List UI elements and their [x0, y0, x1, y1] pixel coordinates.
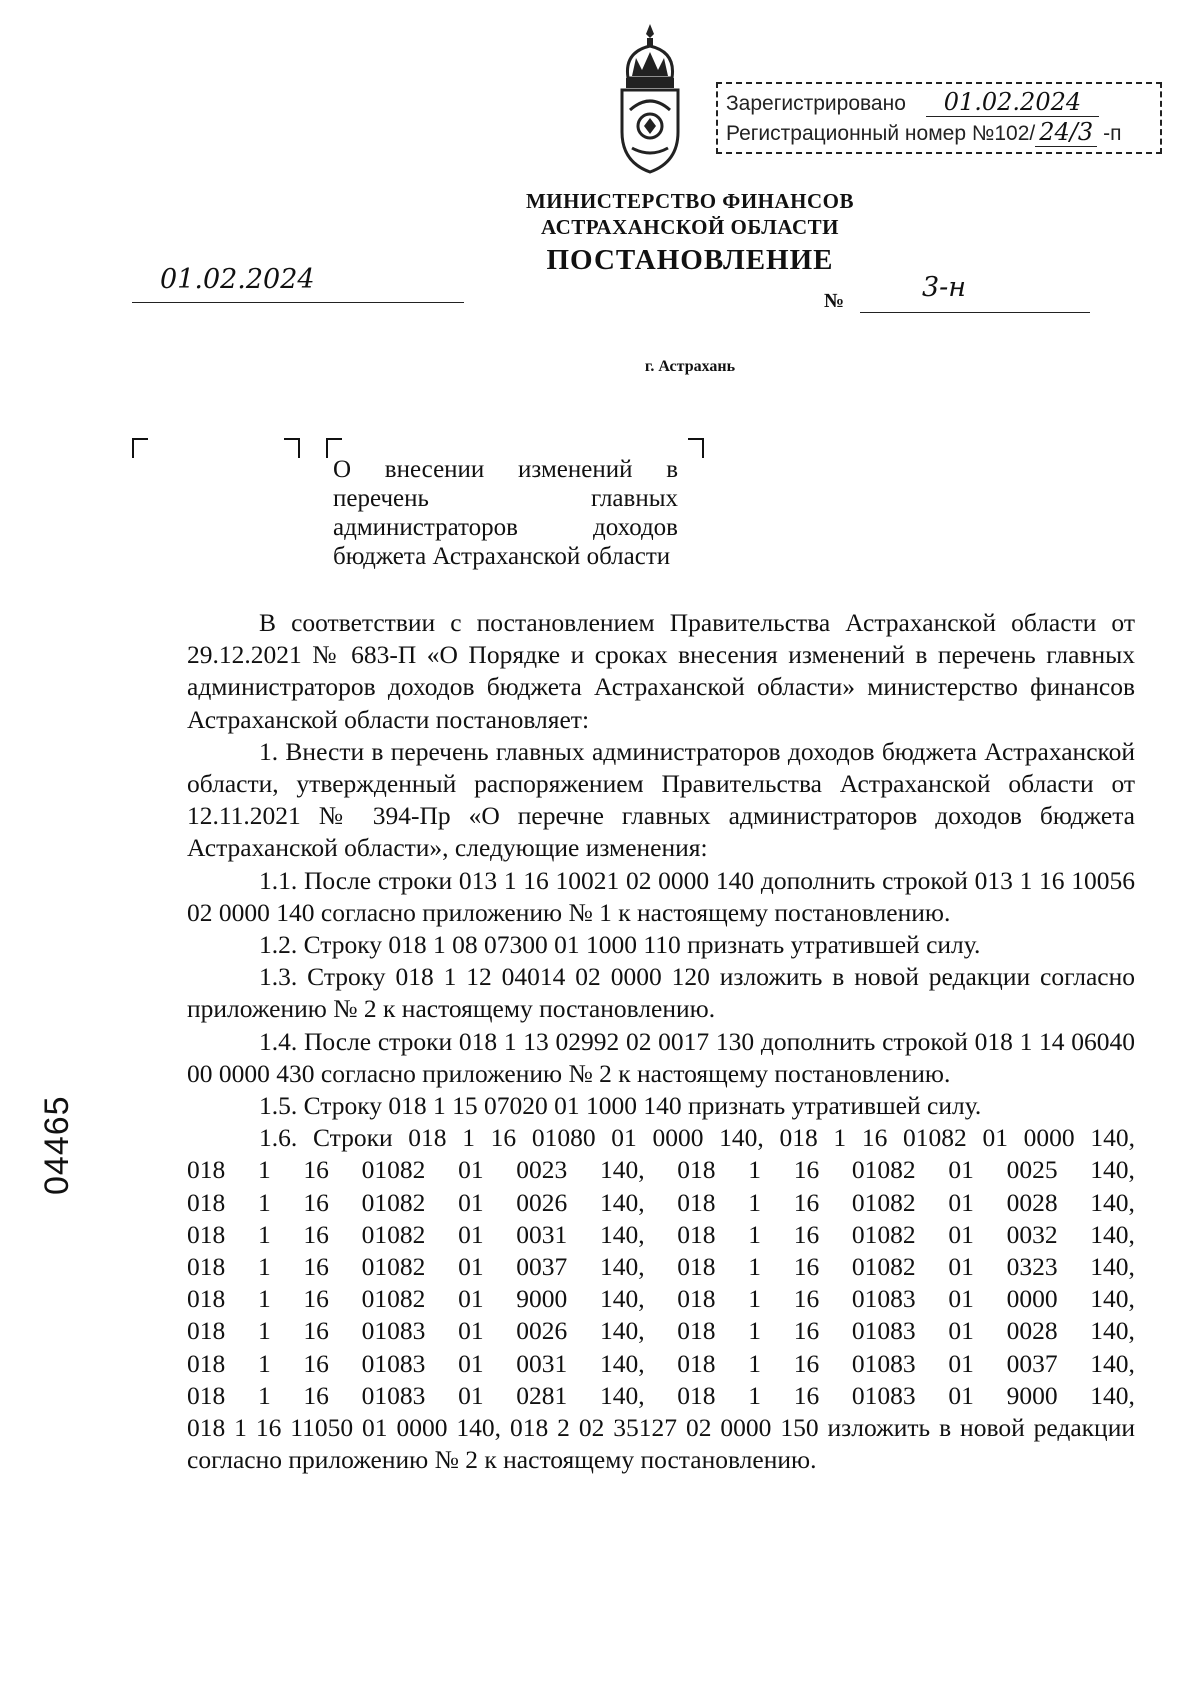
- code-token: 1: [748, 1284, 761, 1314]
- code-token: 0031: [516, 1348, 568, 1378]
- code-token: 140,: [599, 1380, 645, 1410]
- code-token: 16: [793, 1316, 820, 1346]
- code-token: 01: [458, 1380, 484, 1410]
- code-token: 140,: [1090, 1155, 1135, 1185]
- code-token: 01082: [361, 1187, 426, 1217]
- code-token: 01: [458, 1219, 484, 1249]
- code-token: 01082: [851, 1219, 916, 1249]
- code-token: 01082: [361, 1252, 426, 1282]
- stamp-number-label: Регистрационный номер №102/: [726, 122, 1036, 145]
- stamp-number-suffix: -п: [1103, 122, 1122, 145]
- code-token: 0025: [1006, 1155, 1058, 1185]
- code-token: 16: [303, 1348, 329, 1378]
- code-token: 01082: [851, 1155, 916, 1185]
- item-1-6-start: 1.6. Строки 018 1 16 01080 01 0000 140, 018 1 16 01082 01 0000 140,: [259, 1123, 1135, 1153]
- ministry-line-2: АСТРАХАНСКОЙ ОБЛАСТИ: [540, 215, 840, 239]
- stamp-registered-label: Зарегистрировано: [726, 92, 906, 115]
- coat-of-arms-emblem: [610, 22, 690, 182]
- code-token: 16: [793, 1187, 820, 1217]
- code-token: 01: [458, 1284, 484, 1314]
- code-token: 018: [677, 1380, 716, 1410]
- code-token: 140,: [599, 1155, 645, 1185]
- code-token: 018: [187, 1348, 226, 1378]
- code-token: 01083: [851, 1316, 916, 1346]
- code-token: 01: [948, 1252, 974, 1282]
- code-token: 0028: [1006, 1187, 1058, 1217]
- code-token: 01083: [361, 1380, 426, 1410]
- code-token: 018: [187, 1284, 226, 1314]
- code-token: 01082: [361, 1219, 426, 1249]
- item-1-2: 1.2. Строку 018 1 08 07300 01 1000 110 признать утратившей силу.: [259, 930, 981, 960]
- handwritten-number: 3-н: [922, 272, 967, 303]
- code-token: 0323: [1006, 1252, 1058, 1282]
- code-token: 01: [458, 1348, 484, 1378]
- code-token: 018: [187, 1187, 226, 1217]
- code-token: 140,: [1090, 1252, 1135, 1282]
- code-token: 140,: [599, 1284, 645, 1314]
- code-token: 0000: [1006, 1284, 1058, 1314]
- code-token: 01082: [361, 1284, 426, 1314]
- date-underline: [132, 302, 464, 303]
- code-token: 01083: [361, 1348, 426, 1378]
- code-token: 140,: [1090, 1219, 1135, 1249]
- code-token: 018: [187, 1155, 226, 1185]
- code-token: 9000: [1006, 1380, 1058, 1410]
- code-token: 1: [257, 1284, 271, 1314]
- code-token: 16: [793, 1284, 820, 1314]
- stamp-line-number: [726, 118, 1152, 148]
- preamble: В соответствии с постановлением Правительства Астраханской области от 29.12.2021 № 683-П «О Порядке и сроках внесения изменений в перечень главных администраторов доходов бюджета Астраханской области» министерство финансов Астраханской области постановляет:: [187, 608, 1135, 734]
- code-token: 16: [793, 1252, 820, 1282]
- code-token: 1: [748, 1380, 761, 1410]
- code-token: 140,: [1090, 1380, 1135, 1410]
- code-token: 140,: [1090, 1348, 1135, 1378]
- code-token: 140,: [1090, 1284, 1135, 1314]
- item-1-5: 1.5. Строку 018 1 15 07020 01 1000 140 признать утратившей силу.: [259, 1091, 982, 1121]
- code-token: 1: [748, 1348, 761, 1378]
- code-token: 1: [257, 1155, 271, 1185]
- item-1-6-code-list: [187, 1154, 1135, 1412]
- number-sign: №: [824, 290, 845, 312]
- code-token: 01: [458, 1316, 484, 1346]
- ministry-name: [380, 188, 1000, 240]
- code-token: 01083: [851, 1348, 916, 1378]
- code-token: 16: [303, 1284, 329, 1314]
- stamp-registered-date: 01.02.2024: [926, 88, 1099, 117]
- stamp-line-registered: [726, 88, 1152, 118]
- code-token: 01: [948, 1316, 974, 1346]
- code-token: 1: [257, 1348, 271, 1378]
- side-document-number: 04465: [38, 1095, 76, 1195]
- code-token: 018: [677, 1187, 716, 1217]
- handwritten-date: 01.02.2024: [160, 264, 315, 295]
- item-1-6-end: 018 1 16 11050 01 0000 140, 018 2 02 35127 02 0000 150 изложить в новой редакции согласно приложению № 2 к настоящему постановлению.: [187, 1413, 1135, 1475]
- code-token: 0026: [516, 1187, 568, 1217]
- code-token: 0028: [1006, 1316, 1058, 1346]
- code-token: 018: [677, 1219, 716, 1249]
- code-token: 16: [303, 1155, 329, 1185]
- code-token: 0037: [1006, 1348, 1058, 1378]
- code-token: 16: [793, 1348, 820, 1378]
- code-token: 01083: [361, 1316, 426, 1346]
- code-token: 01: [948, 1187, 974, 1217]
- code-token: 01: [948, 1155, 974, 1185]
- item-1-1: 1.1. После строки 013 1 16 10021 02 0000 140 дополнить строкой 013 1 16 10056 02 0000 140 согласно приложению № 1 к настоящему постановлению.: [187, 865, 1135, 927]
- code-token: 16: [793, 1155, 820, 1185]
- code-token: 140,: [599, 1187, 645, 1217]
- code-token: 01: [948, 1348, 974, 1378]
- item-1: 1. Внести в перечень главных администраторов доходов бюджета Астраханской области, утвержденный распоряжением Правительства Астраханской области от 12.11.2021 № 394-Пр «О перечне главных администраторов доходов бюджета Астраханской области», следующие изменения:: [187, 736, 1135, 863]
- code-token: 0281: [516, 1380, 568, 1410]
- ministry-line-1: МИНИСТЕРСТВО ФИНАНСОВ: [525, 189, 855, 213]
- code-token: 16: [303, 1187, 329, 1217]
- document-body: [187, 607, 1135, 1476]
- code-token: 16: [303, 1316, 329, 1346]
- number-underline: [860, 312, 1090, 313]
- code-token: 16: [303, 1252, 329, 1282]
- code-token: 140,: [1090, 1316, 1135, 1346]
- code-token: 01: [458, 1187, 484, 1217]
- code-token: 01082: [851, 1252, 916, 1282]
- code-token: 01083: [851, 1380, 916, 1410]
- document-subject: О внесении изменений в перечень главных администраторов доходов бюджета Астраханской области: [333, 456, 678, 570]
- code-token: 1: [748, 1187, 761, 1217]
- code-token: 1: [257, 1187, 271, 1217]
- code-token: 01: [948, 1284, 974, 1314]
- code-token: 0037: [516, 1252, 568, 1282]
- code-token: 018: [187, 1219, 226, 1249]
- code-token: 16: [793, 1380, 820, 1410]
- code-token: 16: [303, 1219, 329, 1249]
- code-token: 1: [748, 1155, 761, 1185]
- code-token: 1: [748, 1316, 761, 1346]
- code-token: 018: [677, 1316, 716, 1346]
- code-token: 018: [187, 1380, 226, 1410]
- code-token: 1: [257, 1252, 271, 1282]
- code-token: 018: [187, 1252, 226, 1282]
- code-token: 1: [748, 1219, 761, 1249]
- code-token: 1: [748, 1252, 761, 1282]
- code-token: 01: [948, 1380, 974, 1410]
- code-token: 140,: [1090, 1187, 1135, 1217]
- city: г. Астрахань: [644, 358, 736, 375]
- code-token: 0023: [516, 1155, 568, 1185]
- code-token: 018: [677, 1348, 716, 1378]
- registration-stamp: [716, 82, 1162, 154]
- bracket-top-left: [132, 438, 148, 458]
- code-token: 16: [793, 1219, 820, 1249]
- code-token: 140,: [599, 1348, 645, 1378]
- item-1-3: 1.3. Строку 018 1 12 04014 02 0000 120 изложить в новой редакции согласно приложению № 2 к настоящему постановлению.: [187, 962, 1135, 1024]
- code-token: 140,: [599, 1219, 645, 1249]
- code-token: 0031: [516, 1219, 568, 1249]
- code-token: 0032: [1006, 1219, 1058, 1249]
- code-token: 0026: [516, 1316, 568, 1346]
- code-token: 01: [458, 1155, 484, 1185]
- code-token: 01082: [851, 1187, 916, 1217]
- code-token: 140,: [599, 1316, 645, 1346]
- item-1-4: 1.4. После строки 018 1 13 02992 02 0017 130 дополнить строкой 018 1 14 06040 00 0000 430 согласно приложению № 2 к настоящему постановлению.: [187, 1026, 1135, 1088]
- code-token: 018: [677, 1252, 716, 1282]
- code-token: 1: [257, 1316, 271, 1346]
- code-token: 01: [948, 1219, 974, 1249]
- bracket-top-right: [284, 438, 300, 458]
- code-token: 018: [187, 1316, 226, 1346]
- code-token: 16: [303, 1380, 329, 1410]
- code-token: 9000: [516, 1284, 568, 1314]
- subject-bracket-right: [688, 438, 704, 458]
- code-token: 1: [257, 1219, 271, 1249]
- code-token: 01083: [851, 1284, 916, 1314]
- code-token: 018: [677, 1155, 716, 1185]
- code-token: 140,: [599, 1252, 645, 1282]
- code-token: 01082: [361, 1155, 426, 1185]
- code-token: 1: [257, 1380, 271, 1410]
- code-token: 018: [677, 1284, 716, 1314]
- code-token: 01: [458, 1252, 484, 1282]
- document-type: ПОСТАНОВЛЕНИЕ: [546, 244, 834, 276]
- stamp-number-value: 24/3: [1035, 118, 1097, 147]
